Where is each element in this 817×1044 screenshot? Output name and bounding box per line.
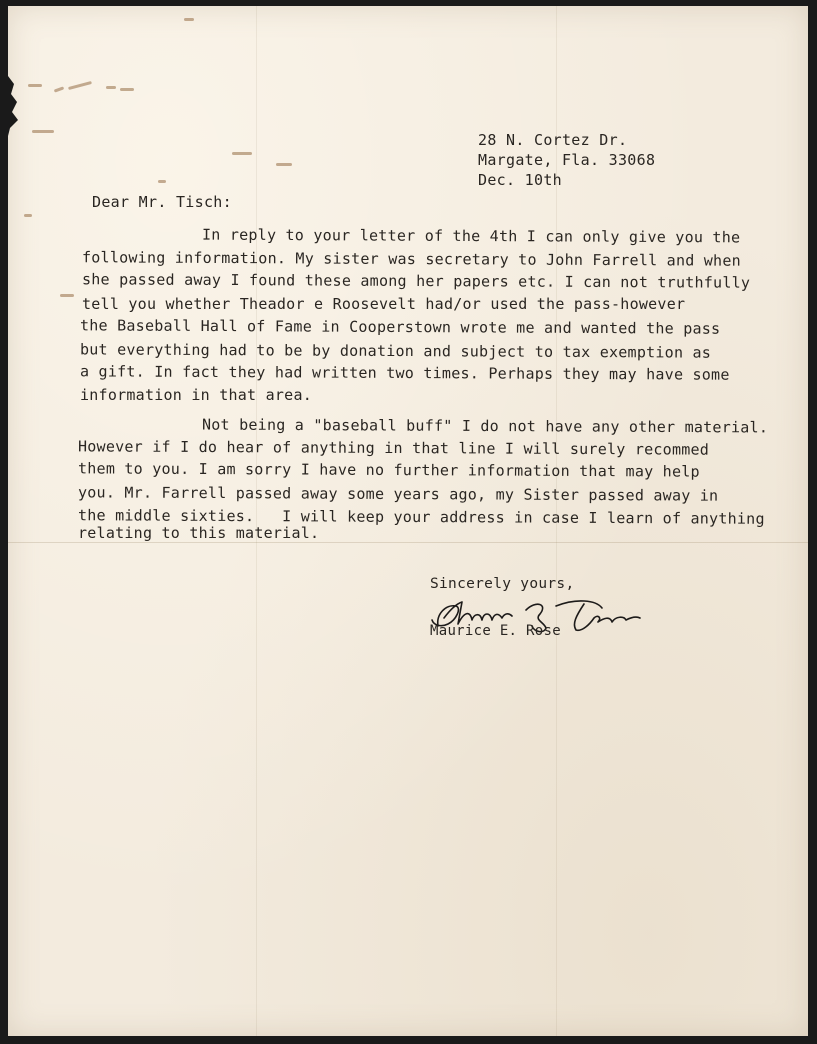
- letter-page: [8, 6, 808, 1036]
- stain-spot: [120, 88, 134, 91]
- paragraph2-line: the middle sixties. I will keep your address in case I learn of anything: [77, 506, 765, 528]
- return-address: [478, 130, 655, 190]
- paragraph1-line: but everything had to be by donation and subject to tax exemption as: [79, 340, 712, 362]
- stain-spot: [106, 86, 116, 89]
- typed-name: Maurice E. Rose: [430, 623, 561, 639]
- stain-spot: [54, 86, 64, 92]
- stain-spot: [60, 294, 74, 297]
- paragraph2-line: Not being a "baseball buff" I do not have any other material.: [201, 415, 769, 437]
- fold-crease-horizontal: [8, 542, 808, 543]
- stain-spot: [28, 84, 42, 87]
- paragraph1-line: she passed away I found these among her papers etc. I can not truthfully: [81, 270, 751, 292]
- stain-spot: [232, 152, 252, 155]
- paragraph1-line: following information. My sister was secretary to John Farrell and when: [81, 248, 741, 270]
- stain-spot: [276, 163, 292, 166]
- closing: Sincerely yours,: [430, 576, 575, 592]
- stain-spot: [158, 180, 166, 183]
- letter-date: Dec. 10th: [478, 171, 562, 189]
- paragraph1-line: In reply to your letter of the 4th I can only give you the: [201, 225, 741, 247]
- paragraph1-line: tell you whether Theador e Roosevelt had/or used the pass-however: [82, 295, 686, 313]
- paragraph2-line: However if I do hear of anything in that line I will surely recommed: [77, 437, 710, 459]
- paragraph2-line: them to you. I am sorry I have no further information that may help: [77, 459, 700, 481]
- stain-spot: [32, 130, 54, 133]
- paragraph1-line: a gift. In fact they had written two times. Perhaps they may have some: [79, 362, 730, 384]
- paragraph1-line: information in that area.: [80, 386, 313, 404]
- paragraph2-line: you. Mr. Farrell passed away some years ago, my Sister passed away in: [77, 483, 719, 505]
- paragraph2-line: relating to this material.: [78, 524, 320, 542]
- stain-spot: [184, 18, 194, 21]
- torn-edge: [8, 76, 22, 136]
- address-street: 28 N. Cortez Dr.: [478, 131, 628, 149]
- address-city: Margate, Fla. 33068: [478, 151, 656, 169]
- stain-spot: [68, 81, 92, 90]
- salutation: Dear Mr. Tisch:: [92, 193, 232, 211]
- paragraph1-line: the Baseball Hall of Fame in Cooperstown wrote me and wanted the pass: [79, 316, 721, 338]
- stain-spot: [24, 214, 32, 217]
